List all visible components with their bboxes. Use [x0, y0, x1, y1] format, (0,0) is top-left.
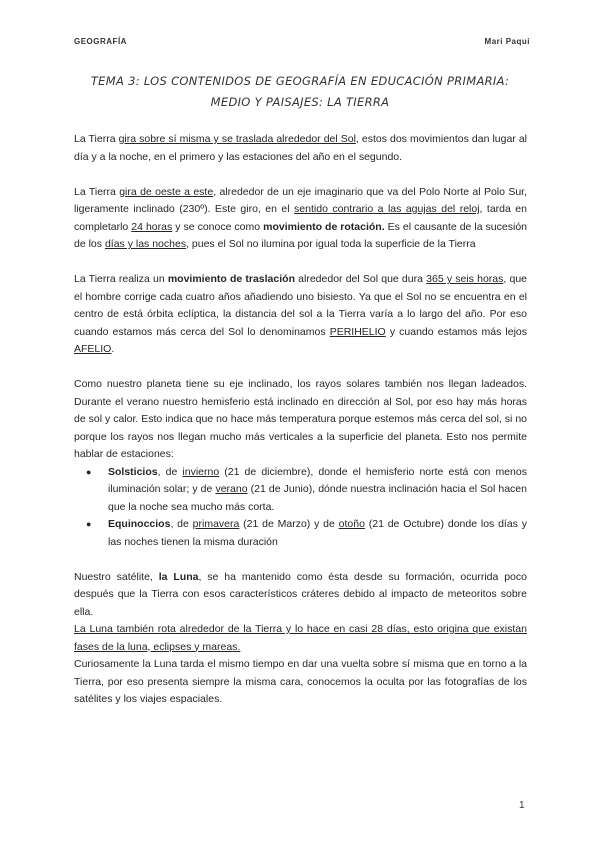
text-run: (21 de Octubre) donde los días y las noches tienen la misma duración	[108, 518, 527, 548]
text-run: alrededor del Sol que dura	[294, 273, 427, 285]
page-number: 1	[519, 800, 525, 811]
text-run: La Tierra	[74, 133, 119, 145]
underlined-text: AFELIO	[74, 343, 112, 355]
paragraph-moon	[74, 569, 527, 622]
underlined-text: sentido contrario a las agujas del reloj	[294, 203, 480, 215]
text-run: , tarda en completarlo	[74, 203, 527, 233]
list-item-equinoxes	[108, 516, 527, 551]
underlined-text: PERIHELIO	[329, 325, 386, 338]
text-run: y se conoce como	[172, 220, 264, 233]
text-run: y cuando estamos más lejos	[385, 325, 528, 338]
header-author: Mari Paqui	[484, 37, 530, 46]
text-run: (21 de Junio), dónde nuestra inclinación hacia el Sol hacen que la noche sea mucho más corta.	[108, 483, 527, 513]
text-run: Nuestro satélite,	[74, 570, 159, 583]
text-run: , alrededor de un eje imaginario que va del Polo Norte al Polo Sur, ligeramente inclinado (230º). Este giro, en el	[74, 185, 527, 215]
underlined-text: invierno	[182, 465, 220, 478]
document-body	[74, 131, 527, 709]
text-run: , se ha mantenido como ésta desde su formación, ocurrida poco después que la Tierra con esos característicos cráteres debido al impacto de meteoritos sobre ella.	[74, 570, 527, 618]
text-run: La Tierra realiza un	[74, 273, 168, 285]
text-run: , que el hombre corrige cada cuatro años añadiendo uno bisiesto. Ya que el Sol no se encuentra en el centro de está órbita eclíptica, la distancia del sol a la Tierra varía a lo largo del año. Por eso cuando estamos más cerca del Sol lo denominamos	[74, 273, 528, 338]
paragraph-seasons: Como nuestro planeta tiene su eje inclinado, los rayos solares también nos llegan ladeados. Durante el verano nuestro hemisferio está inclinado en dirección al Sol, por eso hay más horas de sol y calor. Esto indica que no hace más temperatura porque estemos más cerca del sol, si no porque los rayos nos llegan mucho más verticales a la superficie del planeta. Esto nos permite hablar de estaciones:	[74, 378, 527, 460]
text-run: , de	[170, 518, 193, 530]
text-run: , pues el Sol no ilumina por igual toda la superficie de la Tierra	[186, 238, 476, 250]
underlined-text: gira sobre sí misma y se traslada alrededor del Sol	[118, 133, 356, 145]
paragraph-moon-phases: La Luna también rota alrededor de la Tierra y lo hace en casi 28 días, esto origina que existan fases de la luna, eclipses y mareas.	[74, 623, 527, 653]
bold-text: Solsticios	[108, 465, 158, 478]
text-run: Es el causante de la sucesión de los	[74, 220, 527, 250]
bold-text: Equinoccios	[108, 518, 171, 530]
bold-text: la Luna	[158, 570, 199, 583]
text-run: (21 de diciembre), donde el hemisferio norte está con menos iluminación solar; y de	[108, 465, 527, 495]
text-run: , de	[157, 465, 183, 478]
bold-text: movimiento de traslación	[167, 273, 295, 285]
underlined-text: primavera	[192, 518, 240, 530]
header-subject: GEOGRAFÍA	[74, 37, 127, 46]
text-run: , estos dos movimientos dan lugar al día y a la noche, en el primero y las estaciones del año en el segundo.	[74, 133, 527, 163]
page-title: TEMA 3: LOS CONTENIDOS DE GEOGRAFÍA EN EDUCACIÓN PRIMARIA: MEDIO Y PAISAJES: LA TIERRA	[90, 74, 510, 109]
list-item-solstices	[108, 464, 527, 517]
paragraph-rotation	[74, 184, 527, 254]
paragraph-translation	[74, 271, 527, 359]
underlined-text: 365 y seis horas	[426, 273, 504, 285]
bold-text: movimiento de rotación.	[263, 220, 385, 233]
paragraph-rotation-intro	[74, 131, 527, 166]
seasons-list	[74, 464, 527, 552]
underlined-text: gira de oeste a este	[119, 185, 214, 198]
underlined-text: otoño	[338, 518, 365, 530]
text-run: La Tierra	[74, 185, 120, 198]
text-run: .	[111, 343, 115, 355]
text-run: (21 de Marzo) y de	[239, 518, 339, 530]
underlined-text: verano	[215, 483, 248, 495]
paragraph-moon-face: Curiosamente la Luna tarda el mismo tiempo en dar una vuelta sobre sí misma que en torno a la Tierra, por eso presenta siempre la misma cara, conocemos la oculta por las fotografías de los satélites y los viajes espaciales.	[74, 658, 527, 705]
underlined-text: días y las noches	[104, 238, 187, 250]
underlined-text: 24 horas	[131, 220, 173, 233]
